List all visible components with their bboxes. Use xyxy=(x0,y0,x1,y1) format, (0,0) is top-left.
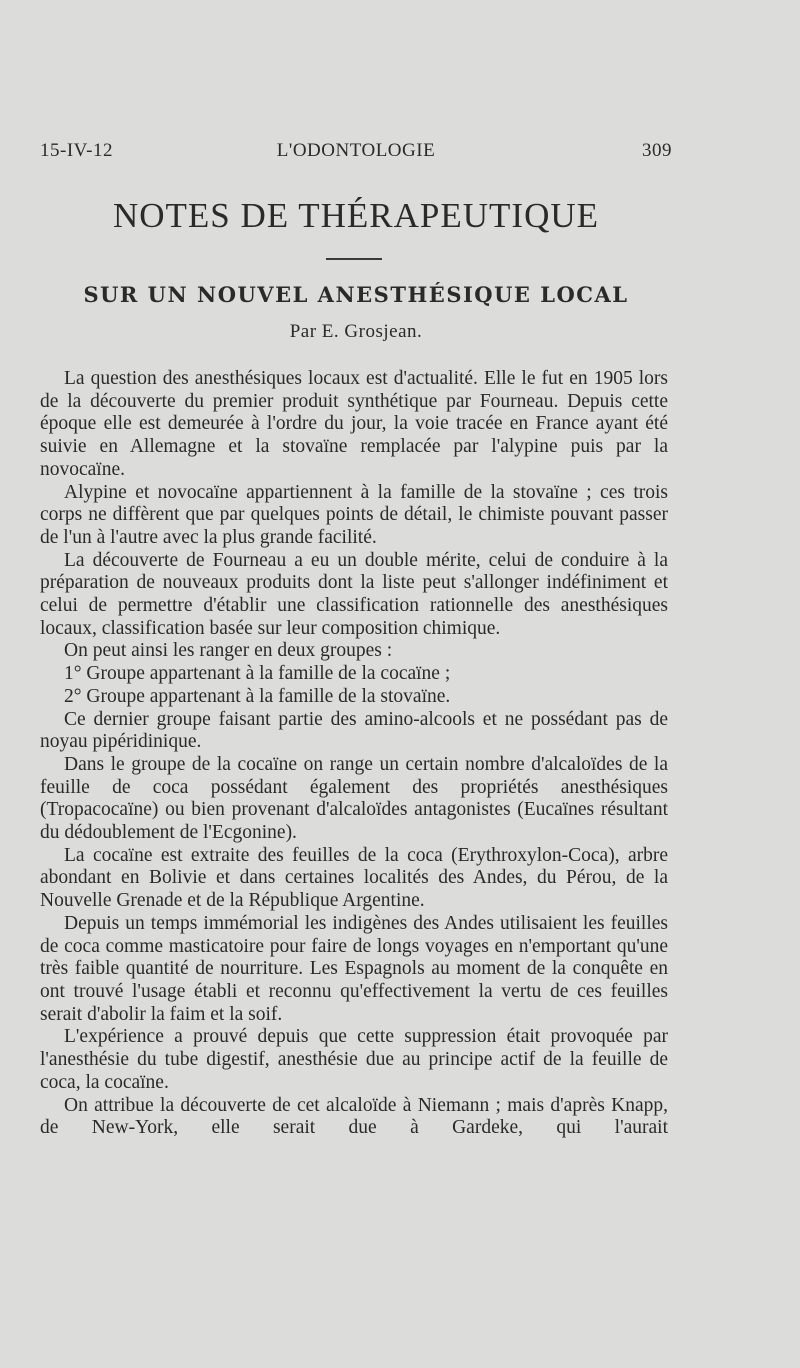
paragraph: Ce dernier groupe faisant partie des amino-alcools et ne possédant pas de noyau pipéridinique. xyxy=(40,708,668,753)
issue-date: 15-IV-12 xyxy=(40,140,113,161)
article-body xyxy=(40,368,668,1140)
paragraph: Alypine et novocaïne appartiennent à la famille de la stovaïne ; ces trois corps ne diffèrent que par quelques points de détail, le chimiste pouvant passer de l'un à l'autre avec la plus grande facilité. xyxy=(40,481,668,548)
paragraph: La cocaïne est extraite des feuilles de la coca (Erythroxylon-Coca), arbre abondant en Bolivie et dans certaines localités des Andes, du Pérou, de la Nouvelle Grenade et de la République Argentine. xyxy=(40,844,668,912)
paragraph: La question des anesthésiques locaux est d'actualité. Elle le fut en 1905 lors de la découverte du premier produit synthétique par Fourneau. Depuis cette époque elle est demeurée à l'ordre du jour, la voie tracée en France ayant été suivie en Allemagne et la stovaïne remplacée par l'alypine puis par la novocaïne. xyxy=(40,368,668,480)
paragraph: On attribue la découverte de cet alcaloïde à Niemann ; mais d'après Knapp, de New-York, elle serait due à Gardeke, qui l'aurait xyxy=(40,1094,668,1139)
paragraph: 1° Groupe appartenant à la famille de la cocaïne ; xyxy=(64,663,451,685)
paragraph: 2° Groupe appartenant à la famille de la stovaïne. xyxy=(64,685,451,707)
section-title: NOTES DE THÉRAPEUTIQUE xyxy=(112,196,600,235)
paragraph: Depuis un temps immémorial les indigènes des Andes utilisaient les feuilles de coca comme masticatoire pour faire de longs voyages en n'emportant qu'une très faible quantité de nourriture. Les Espagnols au moment de la conquête en ont trouvé l'usage établi et reconnu qu'effectivement la vertu de ces feuilles serait d'abolir la faim et la soif. xyxy=(40,912,668,1025)
page-number: 309 xyxy=(642,140,672,161)
article-title: SUR UN NOUVEL ANESTHÉSIQUE LOCAL xyxy=(83,282,629,307)
paragraph: La découverte de Fourneau a eu un double mérite, celui de conduire à la préparation de nouveaux produits dont la liste peut s'allonger indéfiniment et celui de permettre d'établir une classification rationnelle des anesthésiques locaux, classification basée sur leur composition chimique. xyxy=(40,549,668,639)
paragraph: On peut ainsi les ranger en deux groupes : xyxy=(64,640,393,662)
journal-name: L'ODONTOLOGIE xyxy=(276,140,436,161)
author-byline: Par E. Grosjean. xyxy=(289,321,423,342)
paragraph: L'expérience a prouvé depuis que cette suppression était provoquée par l'anesthésie du tube digestif, anesthésie due au principe actif de la feuille de coca, la cocaïne. xyxy=(40,1026,668,1093)
title-divider xyxy=(326,258,382,260)
paragraph: Dans le groupe de la cocaïne on range un certain nombre d'alcaloïdes de la feuille de coca possédant également des propriétés anesthésiques (Tropacocaïne) ou bien provenant d'alcaloïdes antagonistes (Eucaïnes résultant du dédoublement de l'Ecgonine). xyxy=(40,753,668,844)
